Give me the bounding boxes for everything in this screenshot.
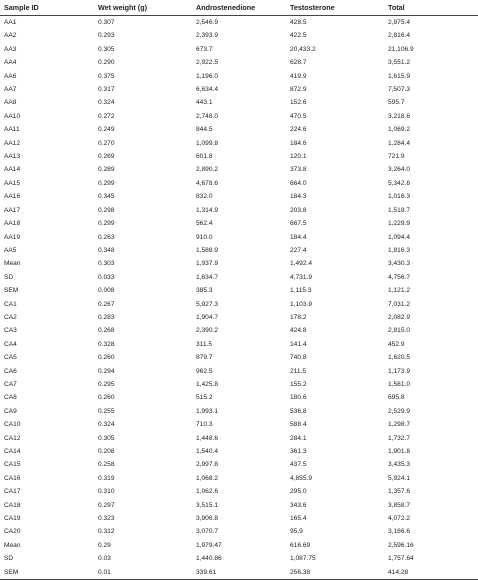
table-row (0, 16, 478, 30)
table-row (0, 70, 478, 83)
table-row (0, 298, 478, 311)
wet-weight-cell: 0.270 (98, 139, 115, 147)
testosterone-cell: 120.1 (290, 153, 307, 161)
androstenedione-cell: 1,314.9 (196, 206, 218, 214)
testosterone-cell: 437.5 (290, 461, 307, 469)
wet-weight-cell: 0.345 (98, 193, 115, 201)
wet-weight-cell: 0.328 (98, 340, 115, 348)
androstenedione-cell: 6,634.4 (196, 86, 218, 94)
table-row (0, 56, 478, 69)
testosterone-cell: 1,492.4 (290, 260, 312, 268)
wet-weight-cell: 0.305 (98, 45, 115, 53)
androstenedione-cell: 3,906.8 (196, 515, 218, 523)
wet-weight-cell: 0.299 (98, 179, 115, 187)
wet-weight-cell: 0.293 (98, 32, 115, 40)
table-row (0, 231, 478, 244)
testosterone-cell: 740.8 (290, 354, 307, 362)
total-cell: 1,229.9 (388, 220, 410, 228)
column-header-testosterone: Testosterone (286, 0, 384, 16)
wet-weight-cell: 0.348 (98, 246, 115, 254)
total-cell: 7,031.2 (388, 300, 410, 308)
total-cell: 595.7 (388, 99, 405, 107)
total-cell: 1,357.6 (388, 488, 410, 496)
testosterone-cell: 616.69 (290, 541, 311, 549)
testosterone-cell: 628.7 (290, 59, 307, 67)
testosterone-cell: 667.5 (290, 220, 307, 228)
androstenedione-cell: 2,393.9 (196, 32, 218, 40)
testosterone-cell: 256.38 (286, 566, 384, 580)
androstenedione-cell: 1,196.0 (196, 72, 218, 80)
sample-id-cell: CA9 (4, 407, 17, 415)
sample-id-cell: AA4 (4, 59, 17, 67)
table-row (0, 150, 478, 163)
sample-id-cell: AA7 (4, 86, 17, 94)
testosterone-cell: 284.1 (290, 434, 307, 442)
androstenedione-cell: 844.5 (196, 126, 213, 134)
testosterone-cell: 1,115.3 (290, 287, 312, 295)
testosterone-cell: 664.0 (290, 179, 307, 187)
testosterone-cell: 203.8 (290, 206, 307, 214)
sample-id-cell: CA15 (4, 461, 21, 469)
sample-id-cell: AA12 (4, 139, 21, 147)
total-cell: 2,816.4 (388, 32, 410, 40)
table-row (0, 458, 478, 471)
sample-id-cell: CA10 (4, 421, 21, 429)
androstenedione-cell: 673.7 (196, 45, 213, 53)
table-row (0, 163, 478, 176)
sample-id-cell: CA19 (4, 515, 21, 523)
testosterone-cell: 428.5 (290, 19, 307, 26)
total-cell: 3,435.3 (388, 461, 410, 469)
sample-id-cell: AA18 (4, 220, 21, 228)
wet-weight-cell: 0.295 (98, 380, 115, 388)
total-cell: 1,615.9 (388, 72, 410, 80)
wet-weight-cell: 0.305 (98, 434, 115, 442)
total-cell: 2,082.9 (388, 313, 410, 321)
header-row (0, 0, 478, 16)
testosterone-cell: 95.9 (290, 528, 303, 536)
wet-weight-cell: 0.260 (98, 394, 115, 402)
total-cell: 1,298.7 (388, 421, 410, 429)
sample-id-cell: CA12 (4, 434, 21, 442)
total-cell: 1,284.4 (388, 139, 410, 147)
total-cell: 695.8 (388, 394, 405, 402)
sample-id-cell: CA6 (4, 367, 17, 375)
wet-weight-cell: 0.323 (98, 515, 115, 523)
testosterone-cell: 155.2 (290, 380, 307, 388)
androstenedione-cell: 2,546.9 (196, 19, 218, 26)
table-row (0, 351, 478, 364)
table-row (0, 43, 478, 56)
total-cell: 1,620.5 (388, 354, 410, 362)
androstenedione-cell: 1,979.47 (196, 541, 222, 549)
testosterone-cell: 184.4 (290, 233, 307, 241)
wet-weight-cell: 0.307 (98, 19, 115, 26)
testosterone-cell: 343.6 (290, 501, 307, 509)
wet-weight-cell: 0.303 (98, 260, 115, 268)
wet-weight-cell: 0.255 (98, 407, 115, 415)
testosterone-cell: 424.8 (290, 327, 307, 335)
table-row (0, 525, 478, 538)
table-row (0, 418, 478, 431)
androstenedione-cell: 4,678.6 (196, 179, 218, 187)
wet-weight-cell: 0.03 (98, 555, 111, 563)
testosterone-cell: 152.6 (290, 99, 307, 107)
androstenedione-cell: 962.5 (196, 367, 213, 375)
sample-id-cell: AA13 (4, 153, 21, 161)
testosterone-cell: 20,433.2 (290, 45, 316, 53)
table-row (0, 271, 478, 284)
total-cell: 1,901.8 (388, 448, 410, 455)
total-cell: 1,732.7 (388, 434, 410, 442)
sample-id-cell: Mean (4, 260, 21, 268)
total-cell: 7,507.3 (388, 86, 410, 94)
wet-weight-cell: 0.01 (94, 566, 192, 580)
androstenedione-cell: 832.0 (196, 193, 213, 201)
sample-id-cell: AA6 (4, 72, 17, 80)
sample-id-cell: AA10 (4, 112, 21, 120)
androstenedione-cell: 2,748.0 (196, 112, 218, 120)
table-row (0, 391, 478, 404)
sample-id-cell: AA8 (4, 99, 17, 107)
table-row (0, 365, 478, 378)
wet-weight-cell: 0.033 (98, 273, 115, 281)
androstenedione-cell: 443.1 (196, 99, 213, 107)
wet-weight-cell: 0.324 (98, 421, 115, 429)
androstenedione-cell: 1,068.2 (196, 474, 218, 482)
table-row (0, 552, 478, 565)
total-cell: 3,264.0 (388, 166, 410, 174)
testosterone-cell: 211.5 (290, 367, 307, 375)
total-cell: 1,016.3 (388, 193, 410, 201)
total-cell: 2,596.16 (388, 541, 414, 549)
wet-weight-cell: 0.298 (98, 206, 115, 214)
testosterone-cell: 872.9 (290, 86, 307, 94)
testosterone-cell: 184.3 (290, 193, 307, 201)
wet-weight-cell: 0.290 (98, 59, 115, 67)
sample-id-cell: CA3 (4, 327, 17, 335)
sample-id-cell: AA19 (4, 233, 21, 241)
sample-id-cell: CA2 (4, 313, 17, 321)
total-cell: 721.9 (388, 153, 405, 161)
androstenedione-cell: 5,927.3 (196, 300, 218, 308)
total-cell: 3,430.3 (388, 260, 410, 268)
sample-id-cell: AA15 (4, 179, 21, 187)
testosterone-cell: 470.5 (290, 112, 307, 120)
sample-id-cell: AA17 (4, 206, 21, 214)
androstenedione-cell: 1,540.4 (196, 448, 218, 455)
table-row (0, 378, 478, 391)
androstenedione-cell: 910.0 (196, 233, 213, 241)
sample-id-cell: CA18 (4, 501, 21, 509)
table-header (0, 0, 478, 16)
total-cell: 1,094.4 (388, 233, 410, 241)
wet-weight-cell: 0.297 (98, 501, 115, 509)
wet-weight-cell: 0.267 (98, 300, 115, 308)
wet-weight-cell: 0.29 (98, 541, 111, 549)
table-row (0, 190, 478, 203)
wet-weight-cell: 0.289 (98, 166, 115, 174)
testosterone-cell: 227.4 (290, 246, 307, 254)
androstenedione-cell: 879.7 (196, 354, 213, 362)
androstenedione-cell: 2,997.8 (196, 461, 218, 469)
table-row (0, 485, 478, 498)
sample-id-cell: CA17 (4, 488, 21, 496)
sample-id-cell: SD (4, 273, 14, 281)
wet-weight-cell: 0.260 (98, 354, 115, 362)
wet-weight-cell: 0.008 (98, 287, 115, 295)
wet-weight-cell: 0.272 (98, 112, 115, 120)
table-row (0, 177, 478, 190)
testosterone-cell: 178.2 (290, 313, 307, 321)
wet-weight-cell: 0.268 (98, 327, 115, 335)
androstenedione-cell: 515.2 (196, 394, 213, 402)
total-cell: 1,757.64 (388, 555, 414, 563)
androstenedione-cell: 1,062.6 (196, 488, 218, 496)
column-header-total: Total (384, 0, 478, 16)
wet-weight-cell: 0.249 (98, 126, 115, 134)
androstenedione-cell: 1,440.86 (196, 555, 222, 563)
table-row (0, 566, 478, 580)
androstenedione-cell: 311.5 (196, 340, 213, 348)
total-cell: 3,218.6 (388, 112, 410, 120)
androstenedione-cell: 2,890.2 (196, 166, 218, 174)
wet-weight-cell: 0.312 (98, 528, 115, 536)
wet-weight-cell: 0.375 (98, 72, 115, 80)
androstenedione-cell: 3,515.1 (196, 501, 218, 509)
sample-id-cell: AA11 (4, 126, 20, 134)
total-cell: 1,816.3 (388, 246, 410, 254)
table-row (0, 137, 478, 150)
total-cell: 2,815.0 (388, 327, 410, 335)
total-cell: 3,858.7 (388, 501, 410, 509)
table-row (0, 324, 478, 337)
wet-weight-cell: 0.283 (98, 313, 115, 321)
testosterone-cell: 419.9 (290, 72, 307, 80)
testosterone-cell: 165.4 (290, 515, 307, 523)
column-header-sample-id: Sample ID (0, 0, 94, 16)
wet-weight-cell: 0.269 (98, 153, 115, 161)
table-row (0, 123, 478, 136)
sample-id-cell: CA1 (4, 300, 17, 308)
total-cell: 5,924.1 (388, 474, 410, 482)
testosterone-cell: 536.8 (290, 407, 307, 415)
wet-weight-cell: 0.324 (98, 99, 115, 107)
total-cell: 5,342.6 (388, 179, 410, 187)
table-row (0, 472, 478, 485)
androstenedione-cell: 385.3 (196, 287, 213, 295)
androstenedione-cell: 2,922.5 (196, 59, 218, 67)
sample-id-cell: AA2 (4, 32, 17, 40)
wet-weight-cell: 0.299 (98, 220, 115, 228)
androstenedione-cell: 562.4 (196, 220, 213, 228)
wet-weight-cell: 0.319 (98, 474, 115, 482)
table-row (0, 512, 478, 525)
androstenedione-cell: 1,937.9 (196, 260, 218, 268)
sample-id-cell: CA8 (4, 394, 17, 402)
sample-id-cell: AA16 (4, 193, 21, 201)
androstenedione-cell: 3,070.7 (196, 528, 218, 536)
total-cell: 3,166.6 (388, 528, 410, 536)
sample-id-cell: Mean (4, 541, 21, 549)
wet-weight-cell: 0.263 (98, 233, 115, 241)
sample-id-cell: CA4 (4, 340, 17, 348)
sample-id-cell: AA5 (4, 246, 17, 254)
total-cell: 2,975.4 (388, 19, 410, 26)
testosterone-cell: 422.5 (290, 32, 307, 40)
table-row (0, 244, 478, 257)
table-row (0, 284, 478, 297)
testosterone-cell: 361.3 (290, 448, 307, 455)
androstenedione-cell: 1,099.8 (196, 139, 218, 147)
total-cell: 2,529.9 (388, 407, 410, 415)
testosterone-cell: 295.0 (290, 488, 307, 496)
total-cell: 1,069.2 (388, 126, 410, 134)
sample-id-cell: CA16 (4, 474, 21, 482)
total-cell: 1,121.2 (388, 287, 410, 295)
androstenedione-cell: 1,904.7 (196, 313, 218, 321)
androstenedione-cell: 1,634.7 (196, 273, 218, 281)
total-cell: 4,072.2 (388, 515, 410, 523)
total-cell: 452.9 (388, 340, 405, 348)
wet-weight-cell: 0.208 (98, 448, 115, 455)
testosterone-cell: 373.8 (290, 166, 307, 174)
table-row (0, 445, 478, 458)
androstenedione-cell: 1,448.6 (196, 434, 218, 442)
androstenedione-cell: 339.61 (192, 566, 286, 580)
wet-weight-cell: 0.317 (98, 86, 115, 94)
table-body (0, 16, 478, 580)
table-row (0, 432, 478, 445)
androstenedione-cell: 1,993.1 (196, 407, 218, 415)
table-row (0, 217, 478, 230)
table-row (0, 96, 478, 109)
table-row (0, 539, 478, 552)
testosterone-cell: 1,087.75 (290, 555, 316, 563)
sample-id-cell: AA14 (4, 166, 21, 174)
sample-id-cell: CA7 (4, 380, 17, 388)
table-row (0, 29, 478, 42)
androstenedione-cell: 2,390.2 (196, 327, 218, 335)
total-cell: 4,756.7 (388, 273, 410, 281)
table-row (0, 110, 478, 123)
sample-id-cell: CA5 (4, 354, 17, 362)
wet-weight-cell: 0.294 (98, 367, 115, 375)
androstenedione-cell: 601.8 (196, 153, 213, 161)
sample-id-cell: CA20 (4, 528, 21, 536)
testosterone-cell: 180.6 (290, 394, 307, 402)
sample-id-cell: SEM (0, 566, 94, 580)
total-cell: 21,106.9 (388, 45, 414, 53)
testosterone-cell: 4,731.9 (290, 273, 312, 281)
table-row (0, 405, 478, 418)
table-row (0, 311, 478, 324)
testosterone-cell: 141.4 (290, 340, 307, 348)
table-row (0, 83, 478, 96)
column-header-wet-weight: Wet weight (g) (94, 0, 192, 16)
sample-id-cell: CA14 (4, 448, 21, 455)
testosterone-cell: 184.6 (290, 139, 307, 147)
testosterone-cell: 588.4 (290, 421, 307, 429)
column-header-androstenedione: Androstenedione (192, 0, 286, 16)
testosterone-cell: 1,103.9 (290, 300, 312, 308)
table-row (0, 499, 478, 512)
testosterone-cell: 224.6 (290, 126, 307, 134)
total-cell: 414.28 (384, 566, 478, 580)
total-cell: 1,518.7 (388, 206, 410, 214)
total-cell: 1,173.9 (388, 367, 410, 375)
sample-id-cell: AA1 (4, 19, 17, 26)
androstenedione-cell: 1,425.8 (196, 380, 218, 388)
table-row (0, 257, 478, 270)
total-cell: 1,581.0 (388, 380, 410, 388)
table-row (0, 338, 478, 351)
testosterone-cell: 4,855.9 (290, 474, 312, 482)
table-row (0, 204, 478, 217)
wet-weight-cell: 0.258 (98, 461, 115, 469)
sample-id-cell: SD (4, 555, 14, 563)
androstenedione-cell: 710.3 (196, 421, 213, 429)
sample-id-cell: AA3 (4, 45, 17, 53)
wet-weight-cell: 0.310 (98, 488, 115, 496)
sample-id-cell: SEM (4, 287, 19, 295)
total-cell: 3,551.2 (388, 59, 410, 67)
androstenedione-cell: 1,588.9 (196, 246, 218, 254)
